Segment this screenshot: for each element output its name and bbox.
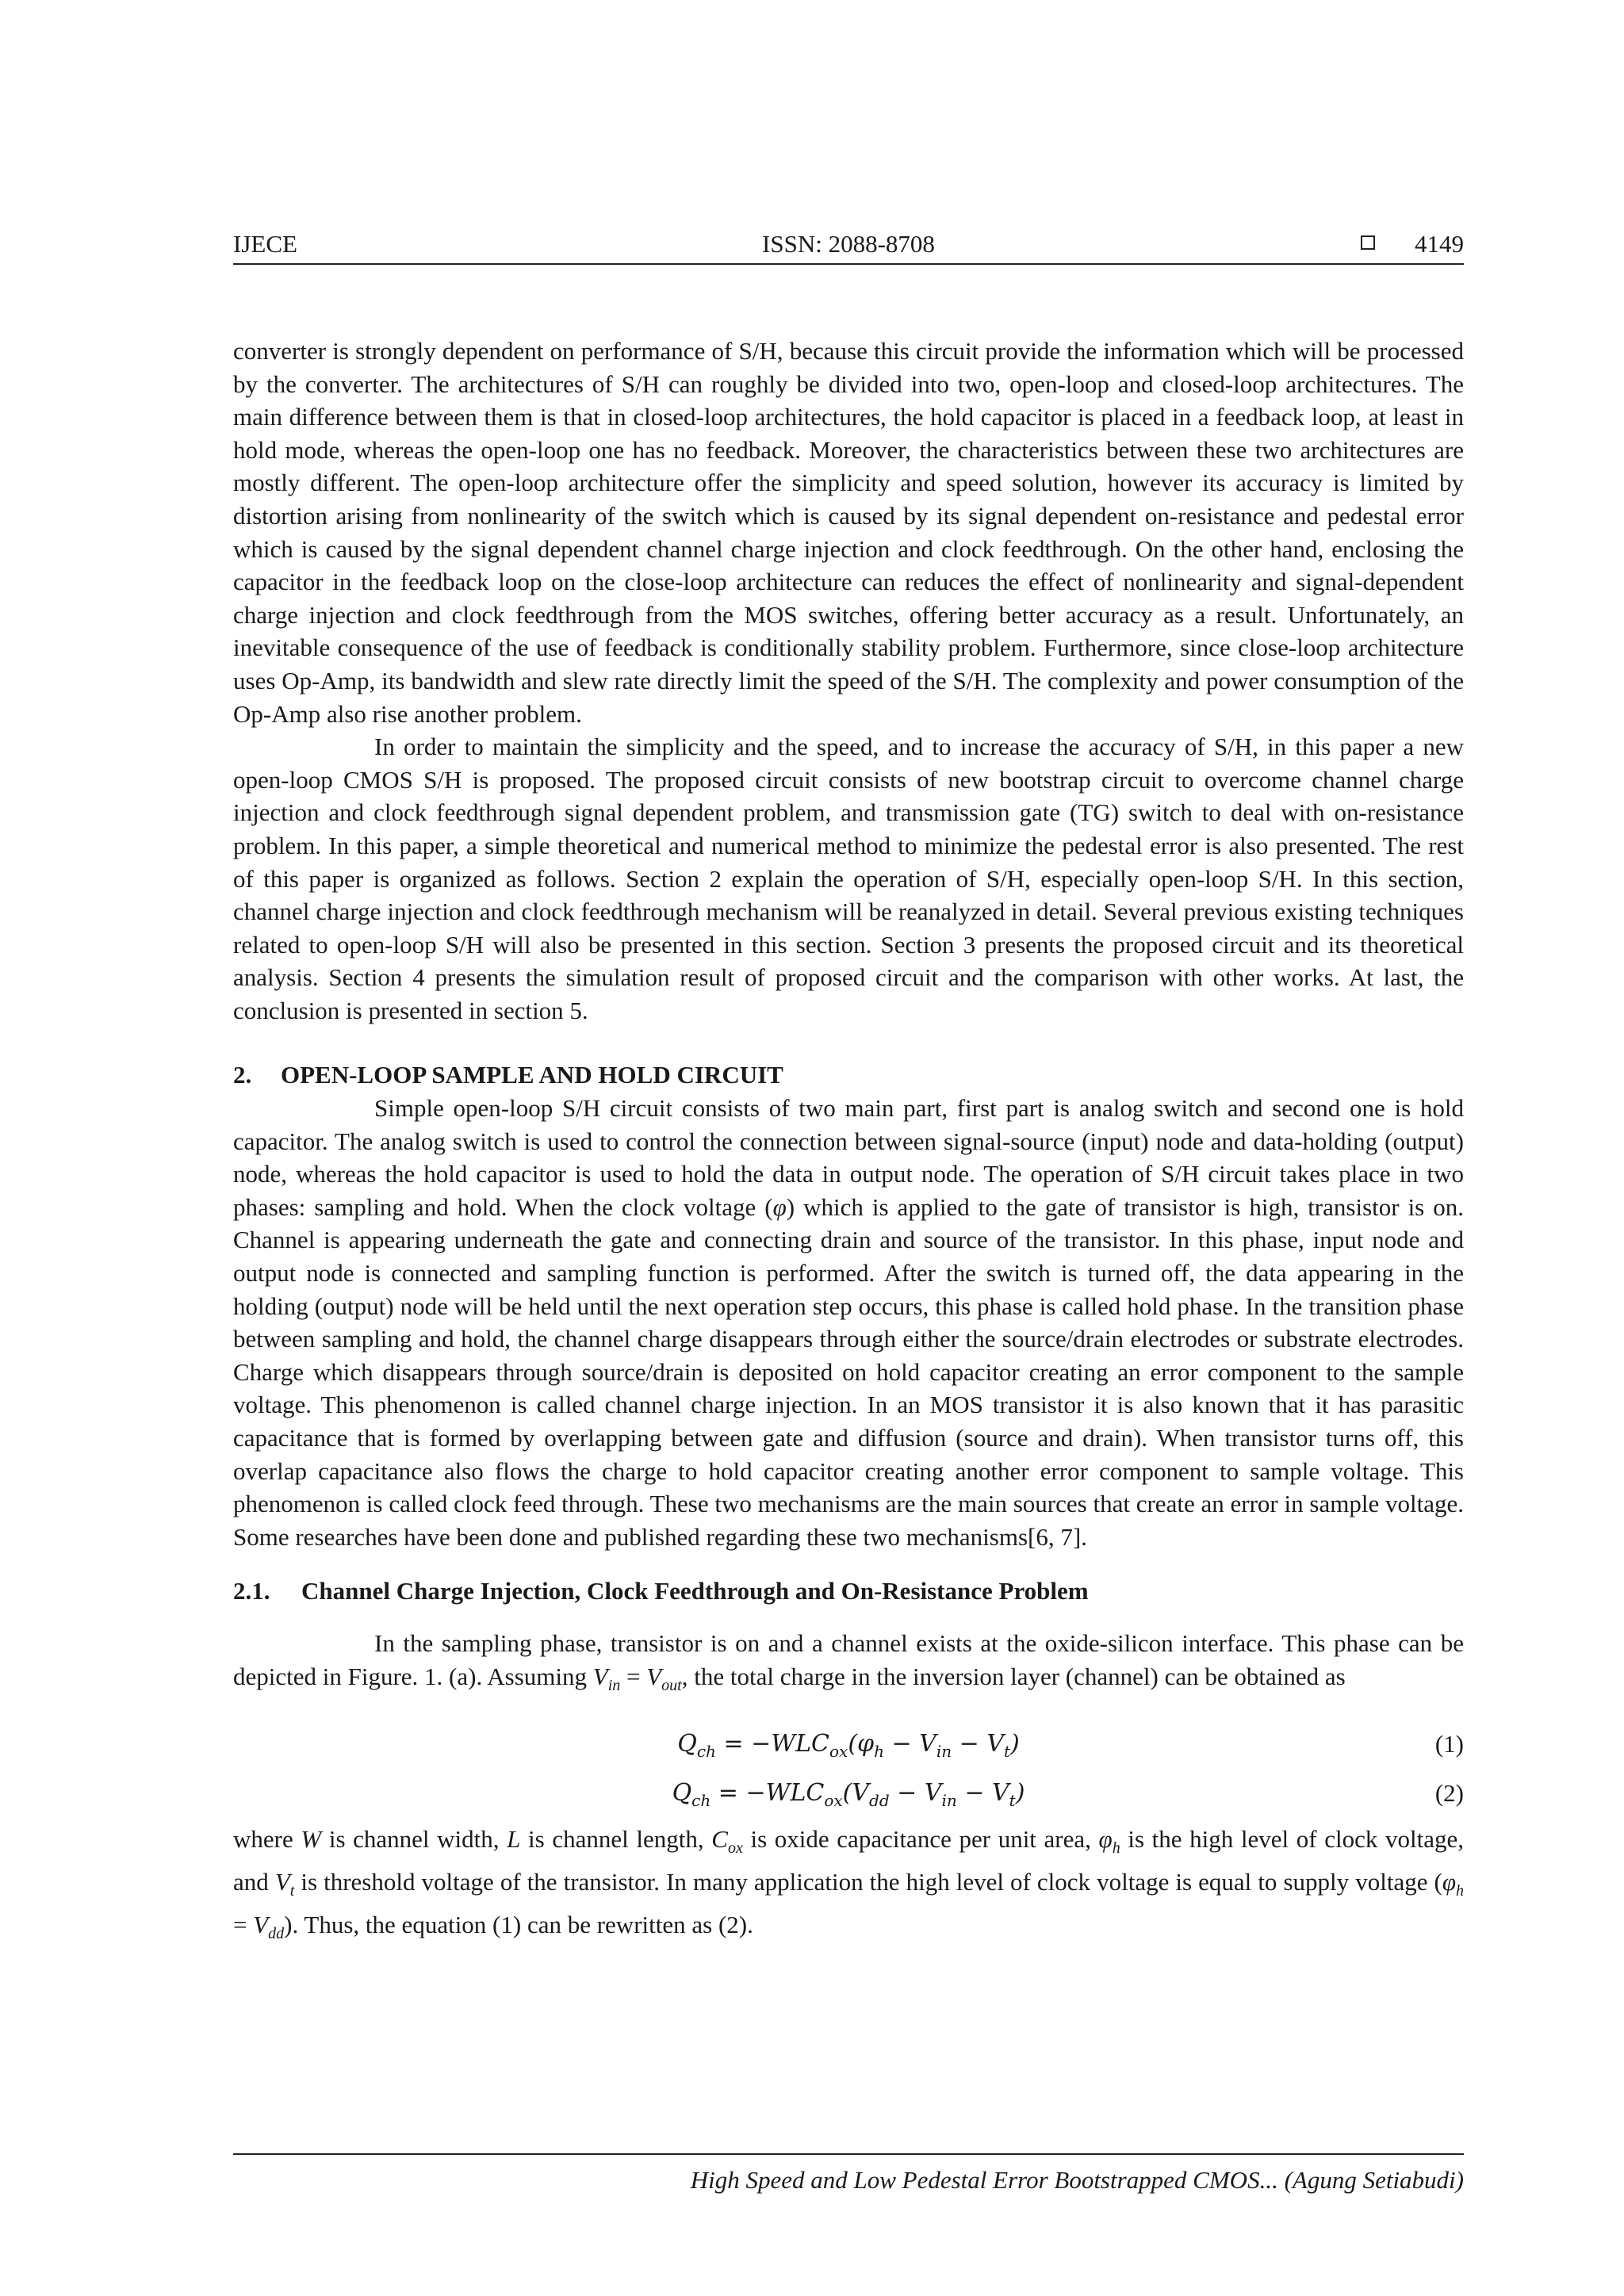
intro-paragraph-2: In order to maintain the simplicity and the speed, and to increase the accuracy of S/H, in this paper a new open-loop CMOS S/H is proposed. The proposed circuit consists of new bootstrap circuit to overcome channel charge injection and clock feedthrough signal dependent problem, and transmission gate (TG) switch to deal with on-resistance problem. In this paper, a simple theoretical and numerical method to minimize the pedestal error is also presented. The rest of this paper is organized as follows. Section 2 explain the operation of S/H, especially open-loop S/H. In this section, channel charge injection and clock feedthrough mechanism will be reanalyzed in detail. Several previous existing techniques related to open-loop S/H will also be presented in this section. Section 3 presents the proposed circuit and its theoretical analysis. Section 4 presents the simulation result of proposed circuit and the comparison with other works. At last, the conclusion is presented in section 5. <box>233 733 1464 1024</box>
equation-1 <box>233 1716 1464 1766</box>
page-header <box>233 228 1464 265</box>
running-footer-title: High Speed and Low Pedestal Error Bootstrapped CMOS... (Agung Setiabudi) <box>690 2166 1464 2194</box>
subsection-title: Channel Charge Injection, Clock Feedthrough and On-Resistance Problem <box>301 1577 1089 1605</box>
paper-body <box>233 335 1464 1951</box>
paper-page <box>233 0 1464 2296</box>
equation-explanation: where W is channel width, L is channel length, $C_{ox}$ is oxide capacitance per unit area, $\varphi_h$ is the high level of clock voltage, and $V_t$ is threshold voltage of the transistor. In many application the high level of clock voltage is equal to supply voltage $(\varphi_h = V_{dd})$. Thus, the equation (1) can be rewritten as (2). <box>233 1825 1464 1943</box>
subsection-number: 2.1. <box>233 1577 270 1605</box>
issn: ISSN: 2088-8708 <box>762 230 935 258</box>
page-footer <box>233 2153 1464 2195</box>
subsection-paragraph: In the sampling phase, transistor is on and a channel exists at the oxide-silicon interface. This phase can be depicted in Figure. 1. (a). Assuming $V_{in} = V_{out}$, the total charge in the inversion layer (channel) can be obtained as <box>233 1628 1464 1694</box>
text-run: ). Thus, the equation (1) can be rewritten as (2). <box>284 1910 753 1938</box>
text-run: Simple open-loop S/H circuit consists of two main part, first part is analog switch and second one is hold capacitor. The analog switch is used to control the connection between signal-source (input) node and data-holding (output) node, whereas the hold capacitor is used to hold the data in output node. The operation of S/H circuit takes place in two phases: sampling and hold. When the clock voltage ( <box>233 1094 1464 1221</box>
text-run: is channel width, <box>321 1825 508 1854</box>
subsection-2-1-heading <box>233 1575 1464 1608</box>
text-run: is the high level of clock voltage, and <box>233 1825 1464 1896</box>
equation-1-expression: $Q_{ch} = -WLC_{ox}(\varphi_h - V_{in} - V_t)$ <box>677 1730 1020 1762</box>
text-run: is threshold voltage of the transistor. In many application the high level of clock voltage is equal to supply voltage ( <box>294 1868 1442 1896</box>
equation-2-number: (2) <box>1434 1779 1464 1808</box>
equation-2-expression: $Q_{ch} = -WLC_{ox}(V_{dd} - V_{in} - V_t)$ <box>672 1779 1025 1811</box>
equation-1-number: (1) <box>1434 1730 1464 1758</box>
intro-paragraph-1: converter is strongly dependent on performance of S/H, because this circuit provide the information which will be processed by the converter. The architectures of S/H can roughly be divided into two, open-loop and closed-loop architectures. The main difference between them is that in closed-loop architectures, the hold capacitor is placed in a feedback loop, at least in hold mode, whereas the open-loop one has no feedback. Moreover, the characteristics between these two architectures are mostly different. The open-loop architecture offer the simplicity and speed solution, however its accuracy is limited by distortion arising from nonlinearity of the switch which is caused by its signal dependent on-resistance and pedestal error which is caused by the signal dependent channel charge injection and clock feedthrough. On the other hand, enclosing the capacitor in the feedback loop on the close-loop architecture can reduces the effect of nonlinearity and signal-dependent charge injection and clock feedthrough from the MOS switches, offering better accuracy as a result. Unfortunately, an inevitable consequence of the use of feedback is conditionally stability problem. Furthermore, since close-loop architecture uses Op-Amp, its bandwidth and slew rate directly limit the speed of the S/H. The complexity and power consumption of the Op-Amp also rise another problem. <box>233 337 1464 728</box>
text-run: ) which is applied to the gate of transistor is high, transistor is on. Channel is appearing underneath the gate and connecting drain and source of the transistor. In this phase, input node and output node is connected and sampling function is performed. After the switch is turned off, the data appearing in the holding (output) node will be held until the next operation step occurs, this phase is called hold phase. In the transition phase between sampling and hold, the channel charge disappears through either the source/drain electrodes or substrate electrodes. Charge which disappears through source/drain is deposited on hold capacitor creating an error component to the sample voltage. This phenomenon is called channel charge injection. In an MOS transistor it is also known that it has parasitic capacitance that is formed by overlapping between gate and diffusion (source and drain). When transistor turns off, this overlap capacitance also flows the charge to hold capacitor creating another error component to sample voltage. This phenomenon is called clock feed through. These two mechanisms are the main sources that create an error in sample voltage. Some researches have been done and published regarding these two mechanisms[6, 7]. <box>233 1192 1465 1551</box>
text-run: is channel length, <box>520 1825 712 1854</box>
journal-name: IJECE <box>233 230 297 258</box>
phi-symbol: φ <box>772 1192 787 1221</box>
text-run: is oxide capacitance per unit area, <box>742 1825 1099 1854</box>
text-run: In the sampling phase, transistor is on and a channel exists at the oxide-silicon interface. This phase can be depicted in Figure. 1. (a). Assuming <box>233 1628 1464 1690</box>
text-run: where <box>233 1825 301 1854</box>
section-2-paragraph <box>233 1092 1464 1553</box>
text-run: , the total charge in the inversion layer (channel) can be obtained as <box>681 1662 1346 1690</box>
equation-2 <box>233 1766 1464 1815</box>
section-title: OPEN-LOOP SAMPLE AND HOLD CIRCUIT <box>281 1061 783 1089</box>
square-icon <box>1361 235 1375 250</box>
section-number: 2. <box>233 1061 252 1089</box>
section-2-heading <box>233 1058 1464 1092</box>
page-number: 4149 <box>1415 230 1464 258</box>
